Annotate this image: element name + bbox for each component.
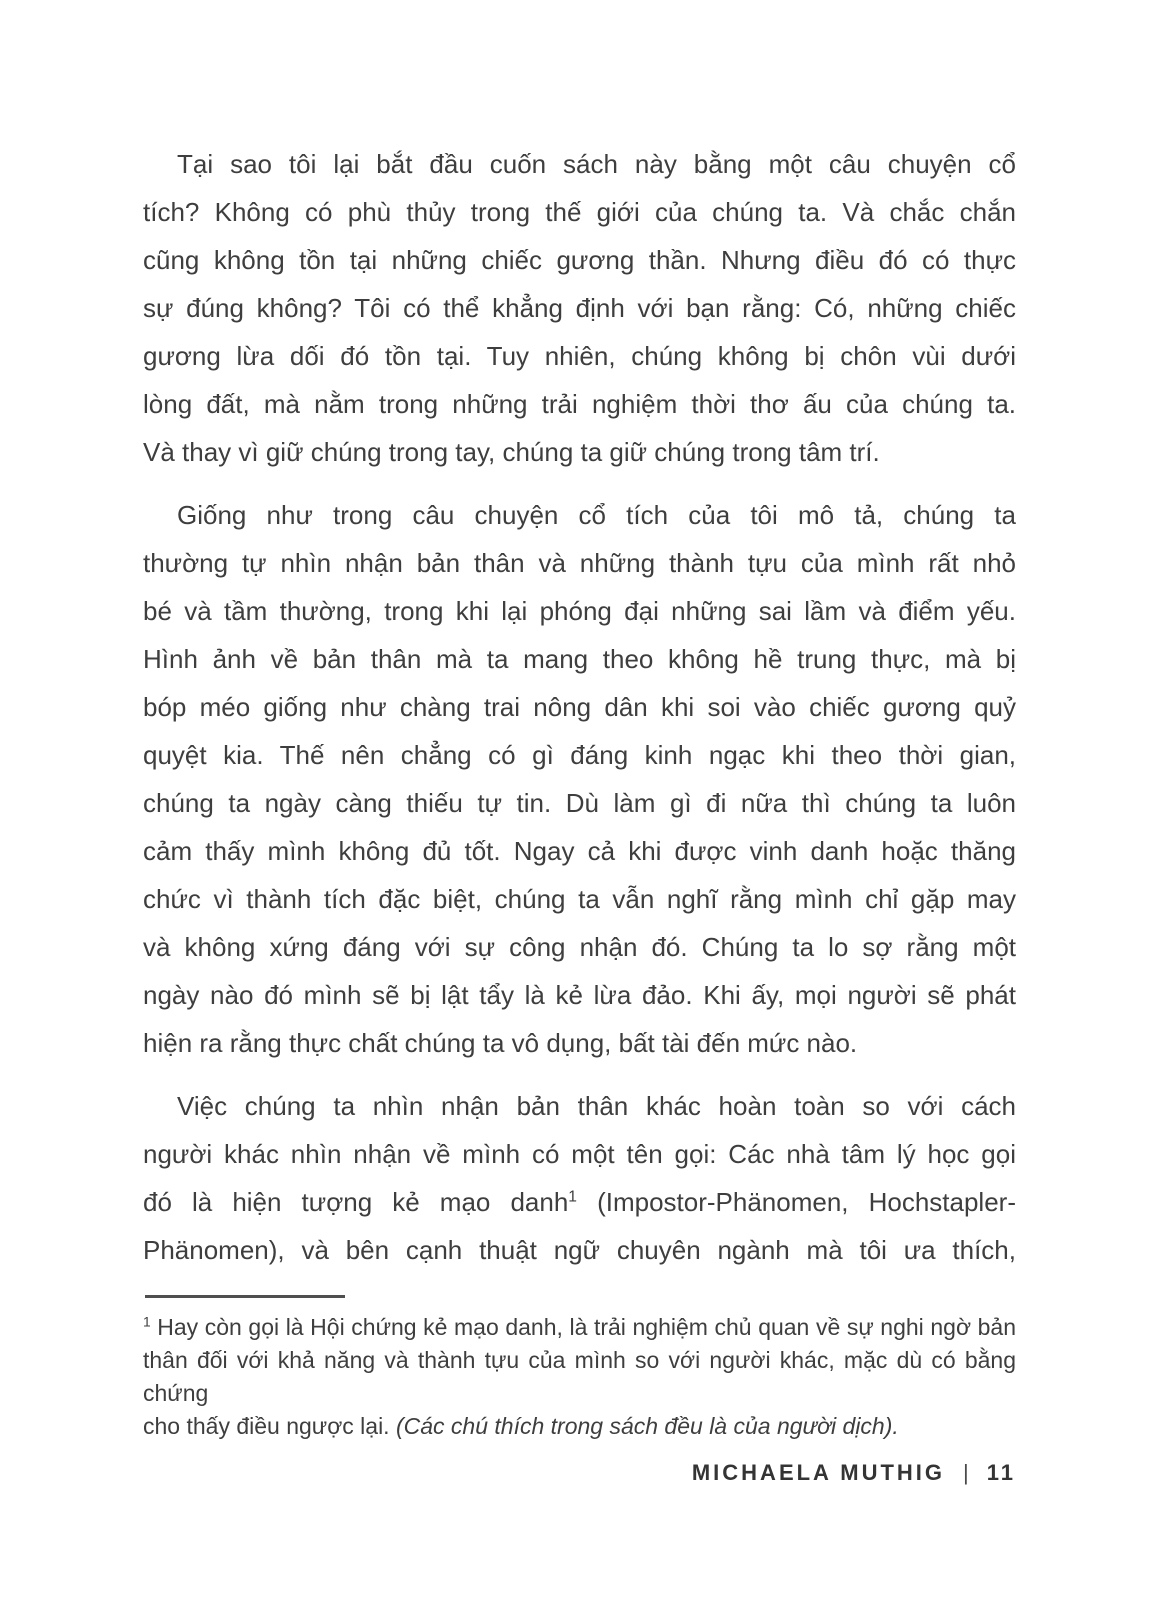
text-segment: đó là hiện tượng kẻ mạo danh xyxy=(143,1187,569,1217)
text-line: Và thay vì giữ chúng trong tay, chúng ta giữ chúng trong tâm trí. xyxy=(143,437,880,467)
text-line: cũng không tồn tại những chiếc gương thần. Nhưng điều đó có thực xyxy=(143,245,1016,275)
paragraph-3 xyxy=(143,1082,1016,1274)
text-line: chúng ta ngày càng thiếu tự tin. Dù làm gì đi nữa thì chúng ta luôn xyxy=(143,788,1016,818)
text-line: Việc chúng ta nhìn nhận bản thân khác hoàn toàn so với cách xyxy=(177,1091,1016,1121)
text-line: hiện ra rằng thực chất chúng ta vô dụng, bất tài đến mức nào. xyxy=(143,1028,858,1058)
footer-separator: | xyxy=(963,1460,969,1485)
footnote xyxy=(143,1311,1016,1443)
paragraph-1 xyxy=(143,140,1016,476)
text-line: sự đúng không? Tôi có thể khẳng định với bạn rằng: Có, những chiếc xyxy=(143,293,1016,323)
text-line: thường tự nhìn nhận bản thân và những thành tựu của mình rất nhỏ xyxy=(143,548,1016,578)
text-line: Giống như trong câu chuyện cổ tích của tôi mô tả, chúng ta xyxy=(177,500,1016,530)
page-footer xyxy=(692,1460,1016,1486)
text-segment: (Impostor-Phänomen, Hochstapler- xyxy=(576,1187,1016,1217)
footnote-separator xyxy=(145,1295,345,1298)
page-content xyxy=(143,140,1016,1443)
paragraph-2 xyxy=(143,491,1016,1067)
text-line: và không xứng đáng với sự công nhận đó. Chúng ta lo sợ rằng một xyxy=(143,932,1016,962)
footnote-ref: 1 xyxy=(568,1188,577,1206)
text-line: ngày nào đó mình sẽ bị lật tẩy là kẻ lừa đảo. Khi ấy, mọi người sẽ phát xyxy=(143,980,1016,1010)
text-line: Hình ảnh về bản thân mà ta mang theo không hề trung thực, mà bị xyxy=(143,644,1016,674)
footnote-line: thân đối với khả năng và thành tựu của mình so với người khác, mặc dù có bằng chứng xyxy=(143,1347,1016,1406)
text-line: chức vì thành tích đặc biệt, chúng ta vẫn nghĩ rằng mình chỉ gặp may xyxy=(143,884,1016,914)
text-segment: Hay còn gọi là Hội chứng kẻ mạo danh, là trải nghiệm chủ quan về sự nghi ngờ bản xyxy=(150,1314,1016,1340)
footnote-line xyxy=(143,1410,1016,1443)
footnote-line xyxy=(143,1311,1016,1344)
text-line: bóp méo giống như chàng trai nông dân khi soi vào chiếc gương quỷ xyxy=(143,692,1016,722)
text-line xyxy=(143,1178,1016,1226)
footnote-translator-note: (Các chú thích trong sách đều là của người dịch). xyxy=(395,1413,899,1439)
text-line: tích? Không có phù thủy trong thế giới của chúng ta. Và chắc chắn xyxy=(143,197,1016,227)
author-name: MICHAELA MUTHIG xyxy=(691,1460,946,1485)
text-line: người khác nhìn nhận về mình có một tên gọi: Các nhà tâm lý học gọi xyxy=(143,1139,1016,1169)
footnote-marker: 1 xyxy=(143,1314,151,1330)
text-line: Tại sao tôi lại bắt đầu cuốn sách này bằng một câu chuyện cổ xyxy=(177,149,1016,179)
text-line: lòng đất, mà nằm trong những trải nghiệm thời thơ ấu của chúng ta. xyxy=(143,389,1016,419)
text-line: bé và tầm thường, trong khi lại phóng đại những sai lầm và điểm yếu. xyxy=(143,596,1016,626)
text-line: gương lừa dối đó tồn tại. Tuy nhiên, chúng không bị chôn vùi dưới xyxy=(143,341,1016,371)
text-segment: cho thấy điều ngược lại. xyxy=(143,1413,396,1439)
text-line: quyệt kia. Thế nên chẳng có gì đáng kinh ngạc khi theo thời gian, xyxy=(143,740,1016,770)
text-line: Phänomen), và bên cạnh thuật ngữ chuyên ngành mà tôi ưa thích, xyxy=(143,1235,1016,1265)
text-line: cảm thấy mình không đủ tốt. Ngay cả khi được vinh danh hoặc thăng xyxy=(143,836,1016,866)
page-number: 11 xyxy=(986,1460,1016,1485)
